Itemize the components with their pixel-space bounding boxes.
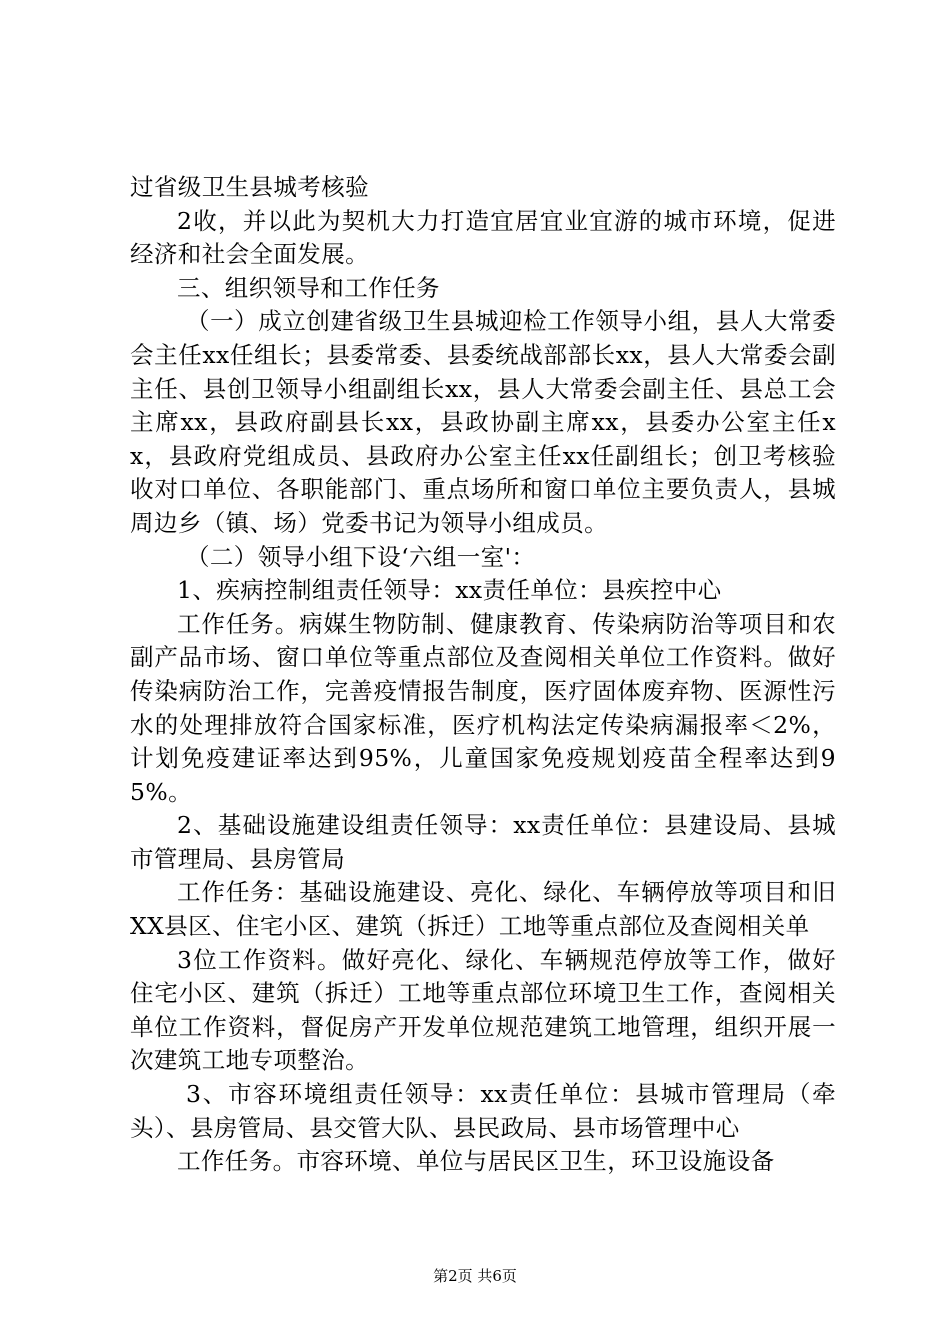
- paragraph: （二）领导小组下设‘六组一室'：: [186, 542, 536, 571]
- page-number-label: 第2页 共6页: [433, 1267, 517, 1285]
- paragraph: 工作任务：基础设施建设、亮化、绿化、车辆停放等项目和旧XX县区、住宅小区、建筑（拆迁）工地等重点部位及查阅相关单: [130, 878, 836, 941]
- paragraph: 1、疾病控制组责任领导：xx责任单位：县疾控中心: [177, 576, 722, 605]
- paragraph: 工作任务。市容环境、单位与居民区卫生，环卫设施设备: [177, 1147, 775, 1176]
- page-footer: [0, 1266, 950, 1286]
- paragraph: 过省级卫生县城考核验: [130, 173, 369, 201]
- paragraph: （一）成立创建省级卫生县城迎检工作领导小组，县人大常委会主任xx任组长；县委常委、县委统战部部长xx，县人大常委会副主任、县创卫领导小组副组长xx，县人大常委会副主任、县总工会主席xx，县政府副县长xx，县政协副主席xx，县委办公室主任xx，县政府党组成员、县政府办公室主任xx任副组长；创卫考核验收对口单位、各职能部门、重点场所和窗口单位主要负责人，县城周边乡（镇、场）党委书记为领导小组成员。: [130, 307, 836, 537]
- paragraph: 2收，并以此为契机大力打造宜居宜业宜游的城市环境，促进经济和社会全面发展。: [130, 206, 836, 269]
- paragraph: 2、基础设施建设组责任领导：xx责任单位：县建设局、县城市管理局、县房管局: [130, 811, 836, 873]
- paragraph: 3位工作资料。做好亮化、绿化、车辆规范停放等工作，做好住宅小区、建筑（拆迁）工地等重点部位环境卫生工作，查阅相关单位工作资料，督促房产开发单位规范建筑工地管理，组织开展一次建筑工地专项整治。: [130, 945, 836, 1075]
- paragraph: 3、市容环境组责任领导：xx责任单位：县城市管理局（牵头）、县房管局、县交管大队、县民政局、县市场管理中心: [130, 1080, 836, 1142]
- document-body: [130, 171, 836, 1179]
- section-heading: 三、组织领导和工作任务: [177, 273, 440, 302]
- paragraph: 工作任务。病媒生物防制、健康教育、传染病防治等项目和农副产品市场、窗口单位等重点部位及查阅相关单位工作资料。做好传染病防治工作，完善疫情报告制度，医疗固体废弃物、医源性污水的处理排放符合国家标准，医疗机构法定传染病漏报率＜2%，计划免疫建证率达到95%，儿童国家免疫规划疫苗全程率达到95%。: [130, 609, 836, 806]
